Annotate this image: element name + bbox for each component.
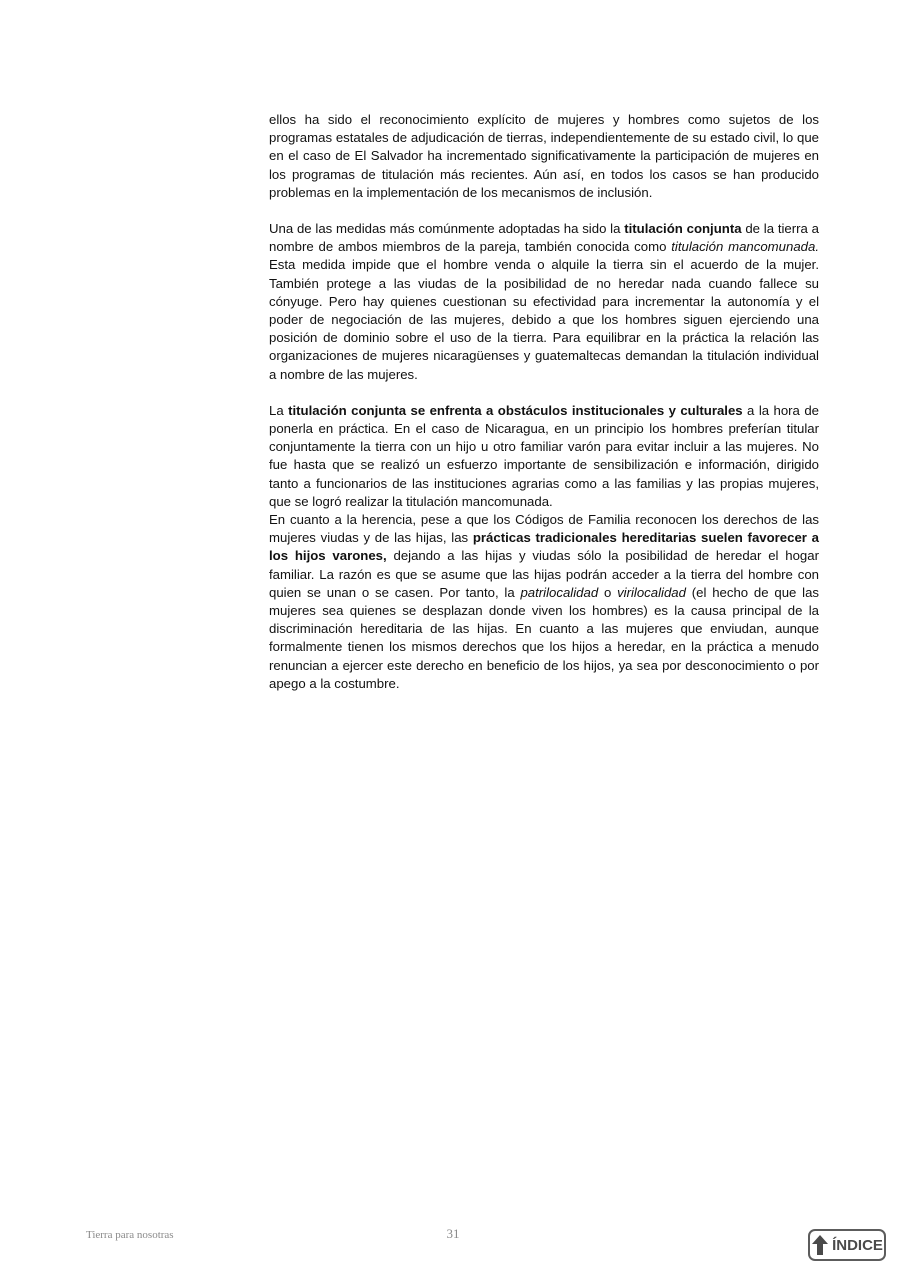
paragraph-1 [269, 111, 819, 202]
italic-term-patrilocalidad: patrilocalidad [520, 584, 599, 600]
up-arrow-icon [811, 1234, 829, 1256]
body-text [269, 111, 819, 693]
footer-book-title: Tierra para nosotras [86, 1229, 174, 1241]
paragraph-3 [269, 402, 819, 511]
paragraph-4-text-g: (el hecho de que las mujeres sea quienes se desplazan donde viven los hombres) es la causa principal de la discriminación hereditaria de las hijas. En cuanto a las mujeres que enviudan, aunque formalmente tienen los mismos derechos que los hijos a heredar, en la práctica a menudo renuncian a ejercer este derecho en beneficio de los hijos, ya sea por desconocimiento o por apego a la costumbre. [269, 584, 820, 691]
bold-phrase-practicas-tradicionales: prácticas tradicionales hereditarias suelen favorecer a los hijos varones, [269, 530, 819, 564]
paragraph-4 [269, 511, 819, 693]
paragraph-2-text-a: Una de las medidas más comúnmente adoptadas ha sido la [269, 221, 625, 237]
italic-term-titulacion-mancomunada: titulación mancomunada. [671, 239, 820, 255]
paragraph-4-text-a: En cuanto a la herencia, pese a que los Códigos de Familia reconocen los derechos de las mujeres viudas y de las hijas, las [269, 512, 819, 546]
paragraph-2-text-e: Esta medida impide que el hombre venda o alquile la tierra sin el acuerdo de la mujer. También protege a las viudas de la posibilidad de no heredar nada cuando fallece su cónyuge. Pero hay quienes cuestionan su efectividad para incrementar la autonomía y el poder de negociación de las mujeres, debido a que los hombres siguen ejerciendo una posición de dominio sobre el uso de la tierra. Para equilibrar en la práctica la relación las organizaciones de mujeres nicaragüenses y guatemaltecas demandan la titulación individual a nombre de las mujeres. [269, 257, 819, 382]
bold-term-titulacion-conjunta: titulación conjunta [624, 221, 742, 237]
paragraph-3-text-c: a la hora de ponerla en práctica. En el caso de Nicaragua, en un principio los hombres preferían titular conjuntamente la tierra con un hijo u otro familiar varón para evitar incluir a las mujeres. No fue hasta que se realizó un esfuerzo importante de sensibilización e información, dirigido tanto a funcionarios de las instituciones agrarias como a las familias y las propias mujeres, que se logró realizar la titulación mancomunada. [269, 402, 819, 509]
paragraph-4-text-c: dejando a las hijas y viudas sólo la posibilidad de heredar el hogar familiar. La razón es que se asume que las hijas podrán acceder a la tierra del hombre con quien se unan o se casen. Por tanto, la [269, 548, 819, 600]
paragraph-4-text-e: o [598, 584, 618, 600]
paragraph-1-text: ellos ha sido el reconocimiento explícito de mujeres y hombres como sujetos de los programas estatales de adjudicación de tierras, independientemente de su estado civil, lo que en el caso de El Salvador ha incrementado significativamente la participación de mujeres en los programas de titulación más recientes. Aún así, en todos los casos se han producido problemas en la implementación de los mecanismos de inclusión. [269, 112, 819, 200]
paragraph-3-text-a: La [269, 402, 289, 418]
page-number: 31 [446, 1226, 460, 1241]
italic-term-virilocalidad: virilocalidad [617, 584, 686, 600]
paragraph-2 [269, 220, 819, 384]
bold-phrase-obstaculos: titulación conjunta se enfrenta a obstáculos institucionales y culturales [288, 402, 743, 418]
index-button-label: ÍNDICE [832, 1236, 883, 1254]
index-button[interactable] [808, 1229, 886, 1261]
paragraph-2-text-c: de la tierra a nombre de ambos miembros de la pareja, también conocida como [269, 221, 819, 255]
